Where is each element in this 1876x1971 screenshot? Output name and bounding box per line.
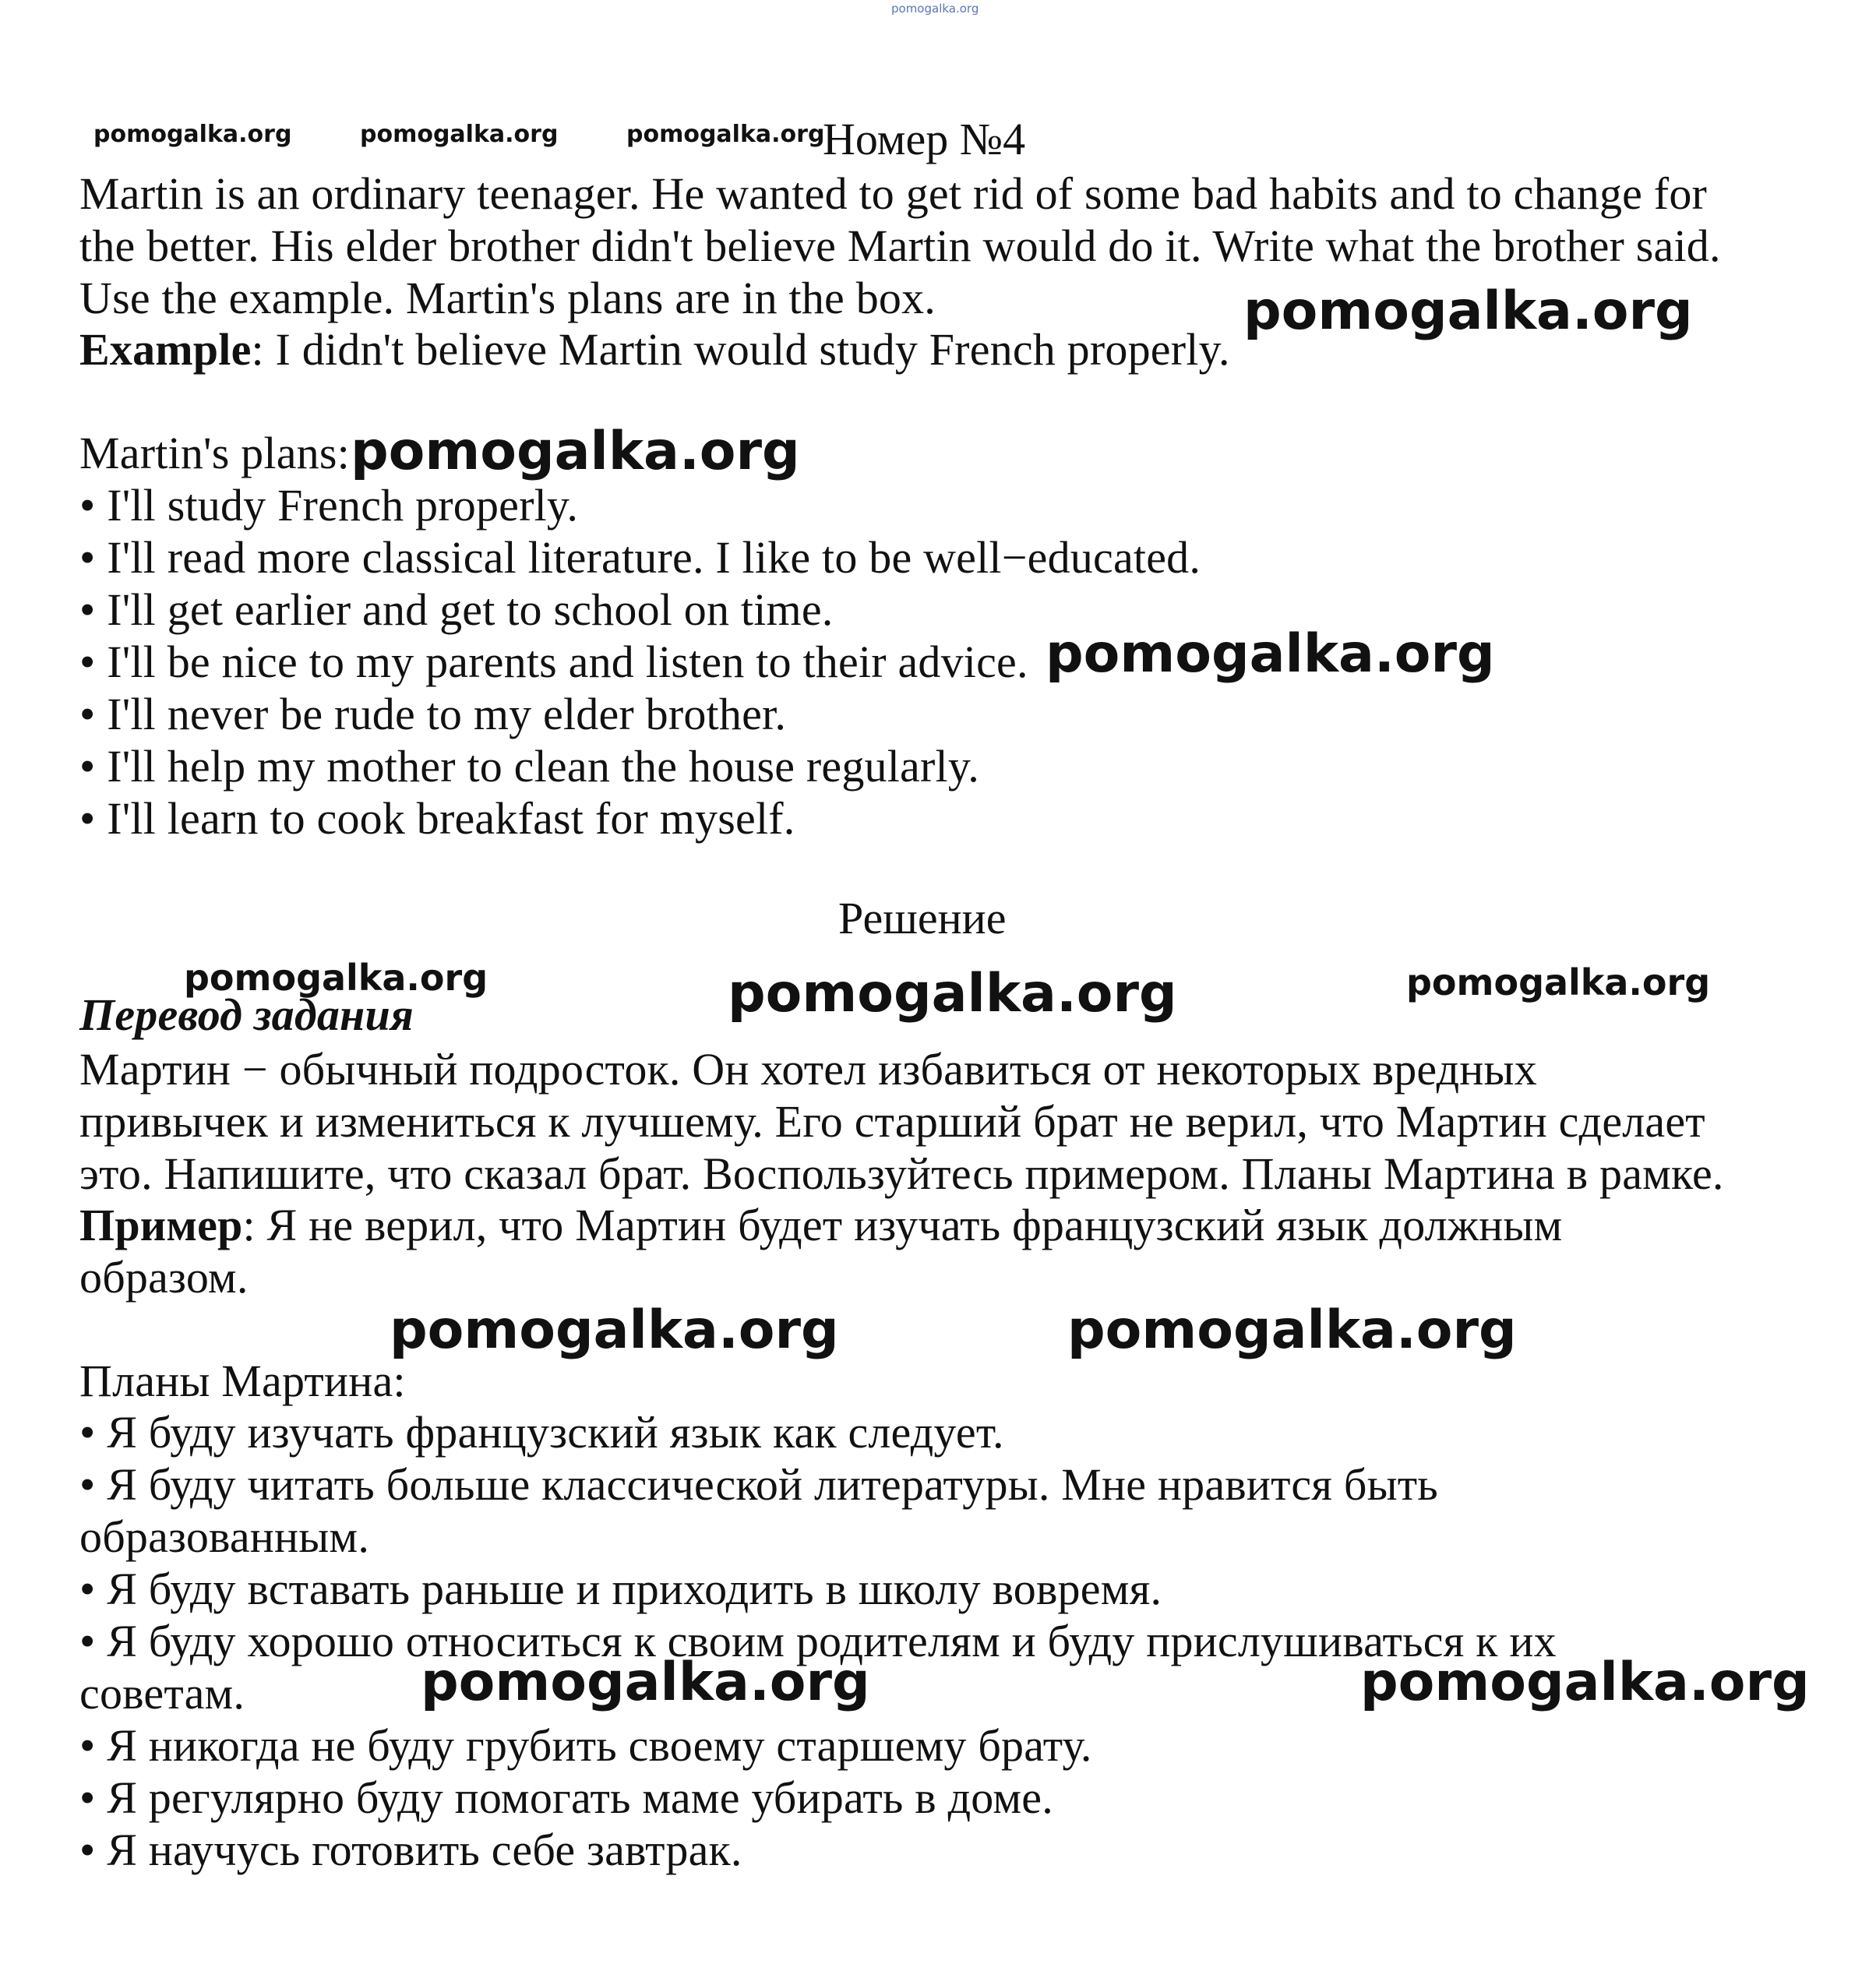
watermark-large-4: pomogalka.org xyxy=(728,963,1177,1024)
watermark-header-3: pomogalka.org xyxy=(626,121,825,148)
translation-plan-item: • Я буду хорошо относиться к своим родителям и буду прислушиваться к их xyxy=(79,1616,1557,1666)
translation-title: Перевод задания xyxy=(79,989,414,1040)
watermark-header-1: pomogalka.org xyxy=(93,121,292,148)
task-plan-item: • I'll read more classical literature. I like to be well−educated. xyxy=(79,532,1201,583)
task-plans-title: Martin's plans: xyxy=(79,428,350,478)
page-title: Номер №4 xyxy=(823,114,1026,164)
translation-example-continued: образом. xyxy=(79,1252,249,1303)
watermark-medium-2: pomogalka.org xyxy=(1406,961,1711,1003)
translation-plan-item: • Я буду изучать французский язык как следует. xyxy=(79,1407,1004,1458)
translation-plan-item: • Я научусь готовить себе завтрак. xyxy=(79,1825,742,1875)
watermark-large-3: pomogalka.org xyxy=(1046,623,1495,685)
translation-plan-item: • Я регулярно буду помогать маме убирать в доме. xyxy=(79,1772,1053,1823)
watermark-large-7: pomogalka.org xyxy=(421,1652,870,1713)
task-plan-item: • I'll be nice to my parents and listen to their advice. xyxy=(79,636,1028,687)
solution-heading: Решение xyxy=(838,893,1007,943)
translation-intro-line-1: Мартин − обычный подросток. Он хотел избавиться от некоторых вредных xyxy=(79,1044,1537,1095)
translation-intro-line-2: привычек и измениться к лучшему. Его старший брат не верил, что Мартин сделает xyxy=(79,1096,1705,1147)
task-plan-item: • I'll get earlier and get to school on time. xyxy=(79,584,834,635)
task-example xyxy=(79,324,1230,376)
translation-plan-item-continued: образованным. xyxy=(79,1511,370,1562)
translation-plan-item: • Я буду вставать раньше и приходить в школу вовремя. xyxy=(79,1564,1162,1614)
task-intro-line-1: Martin is an ordinary teenager. He wanted to get rid of some bad habits and to change for xyxy=(79,168,1708,219)
task-example-text: : I didn't believe Martin would study French properly. xyxy=(251,324,1230,375)
translation-intro-line-3: это. Напишите, что сказал брат. Воспользуйтесь примером. Планы Мартина в рамке. xyxy=(79,1148,1724,1199)
watermark-large-2: pomogalka.org xyxy=(351,421,800,482)
watermark-large-6: pomogalka.org xyxy=(1067,1299,1517,1361)
translation-example-text: : Я не верил, что Мартин будет изучать французский язык должным xyxy=(242,1200,1563,1250)
watermark-medium-1: pomogalka.org xyxy=(184,957,488,999)
watermark-large-8: pomogalka.org xyxy=(1360,1652,1810,1713)
task-intro-line-2: the better. His elder brother didn't believe Martin would do it. Write what the brother said. xyxy=(79,220,1721,271)
task-plan-item: • I'll never be rude to my elder brother. xyxy=(79,689,787,739)
task-plan-item: • I'll study French properly. xyxy=(79,480,579,531)
task-intro-line-3: Use the example. Martin's plans are in the box. xyxy=(79,273,936,323)
translation-plan-item: • Я никогда не буду грубить своему старшему брату. xyxy=(79,1720,1092,1771)
translation-plan-item: • Я буду читать больше классической литературы. Мне нравится быть xyxy=(79,1459,1438,1510)
translation-plan-item-continued: советам. xyxy=(79,1668,245,1719)
task-plan-item: • I'll help my mother to clean the house regularly. xyxy=(79,741,979,792)
translation-example-label: Пример xyxy=(79,1200,243,1250)
watermark-header-2: pomogalka.org xyxy=(360,121,559,148)
translation-plans-title: Планы Мартина: xyxy=(79,1356,406,1406)
watermark-large-1: pomogalka.org xyxy=(1243,280,1693,342)
translation-example xyxy=(79,1200,1562,1251)
watermark-top-tiny: pomogalka.org xyxy=(891,2,979,16)
task-example-label: Example xyxy=(79,324,252,375)
watermark-large-5: pomogalka.org xyxy=(390,1299,839,1361)
task-plan-item: • I'll learn to cook breakfast for myself. xyxy=(79,793,795,844)
